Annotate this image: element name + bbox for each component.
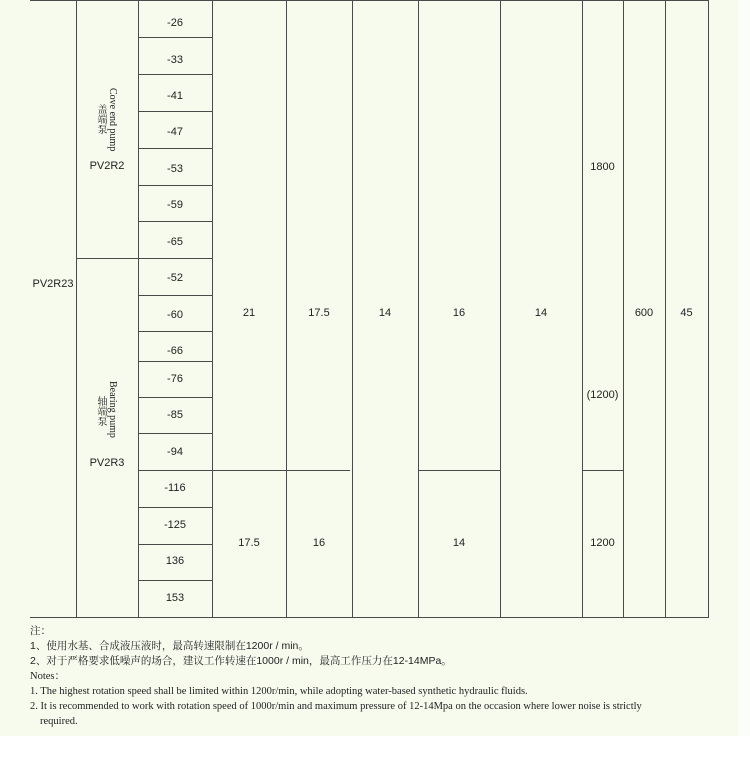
displacement-cell: -125 — [163, 519, 187, 531]
displacement-cell: -53 — [167, 163, 183, 175]
displacement-cell: -85 — [167, 409, 183, 421]
notes-title-en: Notes： — [30, 671, 65, 682]
displacement-cell: -94 — [167, 446, 183, 458]
displacement-cell: -33 — [167, 54, 183, 66]
speed-max-cell: 1800 — [590, 161, 615, 173]
row-divider — [138, 433, 212, 434]
displacement-cell: 153 — [165, 592, 185, 604]
displacement-cell: -47 — [167, 126, 183, 138]
group-type-cn: 轴端泵 — [95, 396, 106, 426]
note-cn: 1、使用水基、合成液压液时，最高转速限制在1200r / min。 — [30, 640, 309, 652]
value-cell: 14 — [534, 307, 548, 319]
value-cell: 45 — [680, 307, 693, 319]
displacement-cell: -60 — [167, 309, 183, 321]
value-cell: 14 — [378, 307, 392, 319]
row-divider — [138, 580, 212, 581]
notes-title-cn: 注： — [30, 625, 51, 637]
note-en: 2. It is recommended to work with rotation speed of 1000r/min and maximum pressure of 12-14Mpa on the occasion where lower noise is strictly — [30, 701, 642, 712]
group-type-en: Cove end pump — [107, 88, 118, 152]
speed-lower-cell: 1200 — [590, 537, 615, 549]
speed-min-cell: 600 — [634, 307, 654, 319]
note-cn: 2、对于严格要求低噪声的场合，建议工作转速在1000r / min，最高工作压力在12-14MPa。 — [30, 655, 452, 667]
row-divider — [138, 544, 212, 545]
table-bottom-border — [30, 617, 708, 618]
page-margin — [738, 0, 750, 736]
group-type-cn: 盖端泵 — [95, 104, 106, 134]
group-divider — [76, 258, 212, 259]
value-cell: 17.5 — [308, 307, 330, 319]
table-right-border — [708, 0, 709, 618]
displacement-cell: -26 — [167, 17, 183, 29]
displacement-cell: -65 — [167, 236, 183, 248]
section-divider — [138, 470, 350, 471]
row-divider — [138, 331, 212, 332]
row-divider — [138, 221, 212, 222]
displacement-cell: -41 — [167, 90, 183, 102]
displacement-cell: -52 — [167, 272, 183, 284]
value-cell: 16 — [312, 537, 326, 549]
value-cell: 14 — [452, 537, 466, 549]
displacement-cell: -59 — [167, 199, 183, 211]
row-divider — [138, 148, 212, 149]
row-divider — [138, 295, 212, 296]
col-divider — [582, 0, 583, 618]
row-divider — [138, 111, 212, 112]
row-divider — [138, 185, 212, 186]
group-code: PV2R3 — [89, 457, 125, 469]
value-cell: 17.5 — [238, 537, 260, 549]
notes-section — [30, 624, 720, 729]
note-en: 1. The highest rotation speed shall be limited within 1200r/min, while adopting water-based synthetic hydraulic fluids. — [30, 686, 528, 697]
section-divider — [582, 470, 623, 471]
displacement-cell: 136 — [165, 555, 185, 567]
displacement-cell: -66 — [167, 345, 183, 357]
note-en: required. — [40, 716, 78, 727]
row-divider — [138, 507, 212, 508]
speed-note-cell: (1200) — [586, 389, 619, 401]
model-code: PV2R23 — [32, 278, 74, 290]
group-type-en: Bearing pump — [107, 381, 118, 438]
value-cell: 16 — [452, 307, 466, 319]
group-code: PV2R2 — [89, 160, 125, 172]
section-divider — [418, 470, 500, 471]
col-divider — [76, 0, 77, 618]
table-top-border — [30, 0, 708, 1]
row-divider — [138, 361, 212, 362]
displacement-cell: -116 — [164, 482, 186, 494]
row-divider — [138, 397, 212, 398]
row-divider — [138, 37, 212, 38]
value-cell: 21 — [242, 307, 256, 319]
row-divider — [138, 74, 212, 75]
displacement-cell: -76 — [167, 373, 183, 385]
